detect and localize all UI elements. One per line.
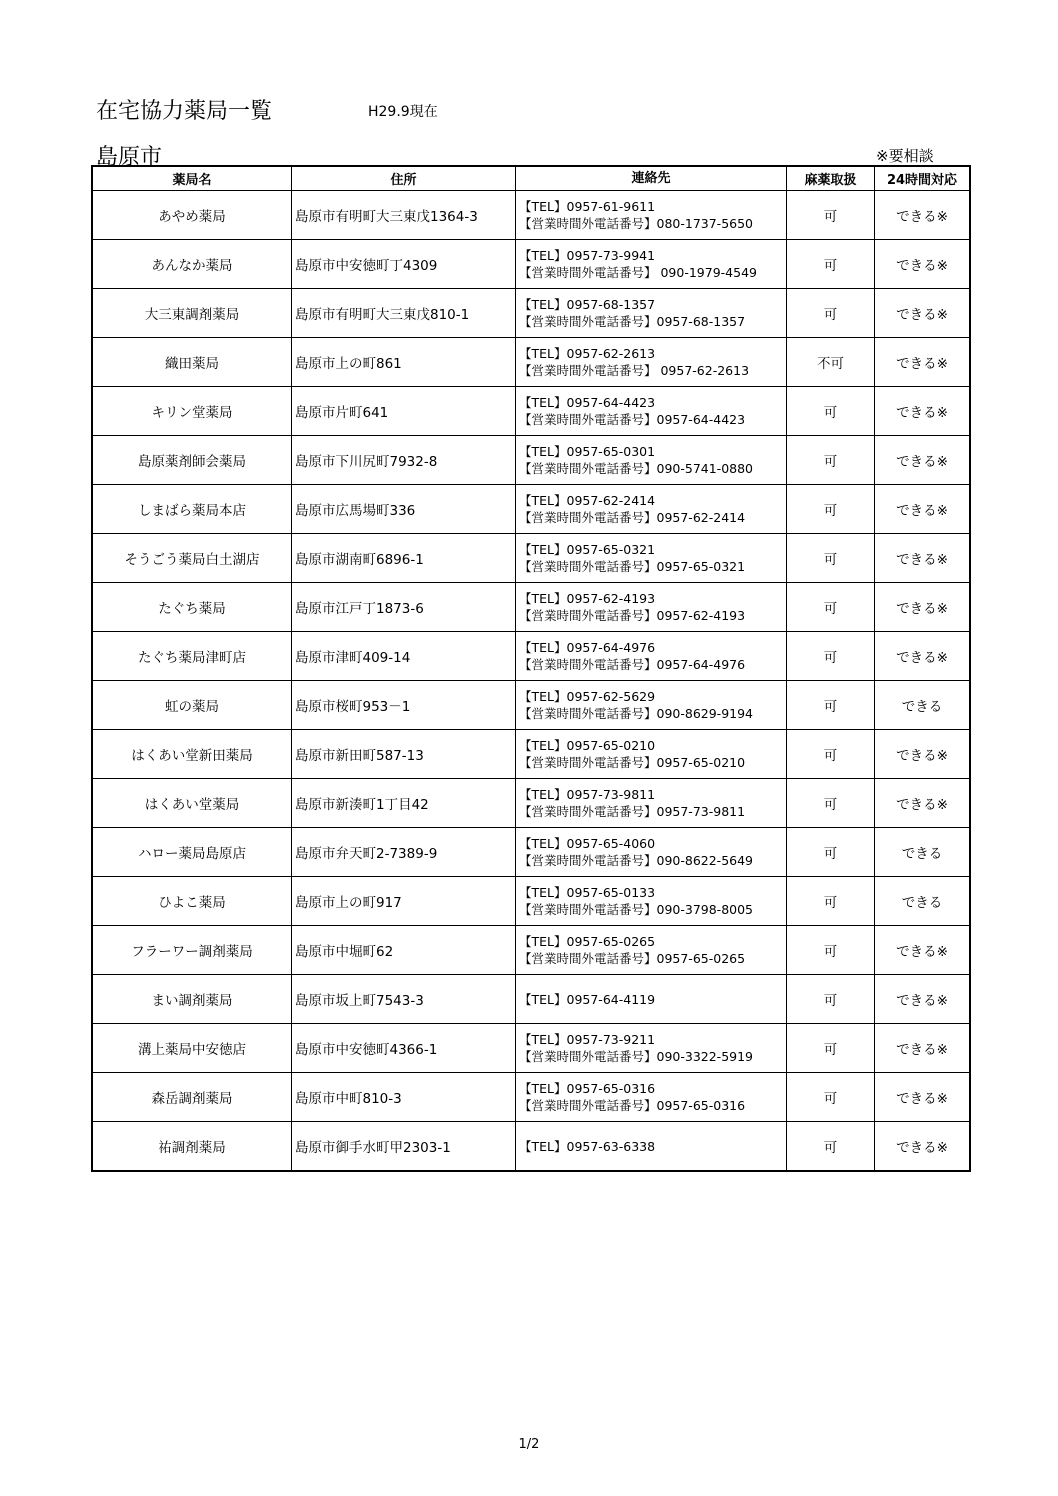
after-hours-number: 【営業時間外電話番号】 090-1979-4549 (519, 265, 757, 280)
pharmacy-name: あやめ薬局 (92, 191, 292, 240)
pharmacy-address: 島原市湖南町6896-1 (292, 534, 516, 583)
tel-number: 【TEL】0957-65-4060 (519, 836, 656, 851)
after-hours-number: 【営業時間外電話番号】0957-65-0265 (519, 951, 746, 966)
page-number: 1/2 (518, 1437, 540, 1452)
table-row (92, 289, 970, 338)
twenty-four-hour-support: できる※ (875, 436, 971, 485)
pharmacy-contact (516, 387, 787, 436)
pharmacy-contact (516, 534, 787, 583)
tel-number: 【TEL】0957-62-2613 (519, 346, 656, 361)
pharmacy-name: キリン堂薬局 (92, 387, 292, 436)
pharmacy-contact (516, 632, 787, 681)
tel-number: 【TEL】0957-61-9611 (519, 199, 656, 214)
pharmacy-address: 島原市中安徳町丁4309 (292, 240, 516, 289)
column-header-24h: 24時間対応 (875, 166, 971, 191)
after-hours-number: 【営業時間外電話番号】0957-65-0316 (519, 1098, 746, 1113)
table-row (92, 436, 970, 485)
table-row (92, 975, 970, 1024)
table-row (92, 534, 970, 583)
after-hours-number: 【営業時間外電話番号】090-8629-9194 (519, 706, 754, 721)
narcotics-handling: 可 (787, 1073, 875, 1122)
pharmacy-address: 島原市有明町大三東戊1364-3 (292, 191, 516, 240)
twenty-four-hour-support: できる※ (875, 779, 971, 828)
table-row (92, 583, 970, 632)
pharmacy-contact (516, 485, 787, 534)
table-row (92, 240, 970, 289)
pharmacy-contact (516, 975, 787, 1024)
after-hours-number: 【営業時間外電話番号】0957-62-2414 (519, 510, 746, 525)
column-header-address: 住所 (292, 166, 516, 191)
pharmacy-address: 島原市坂上町7543-3 (292, 975, 516, 1024)
tel-number: 【TEL】0957-68-1357 (519, 297, 656, 312)
tel-number: 【TEL】0957-65-0316 (519, 1081, 656, 1096)
tel-number: 【TEL】0957-64-4119 (519, 991, 656, 1007)
twenty-four-hour-support: できる※ (875, 1024, 971, 1073)
after-hours-number: 【営業時間外電話番号】090-3798-8005 (519, 902, 754, 917)
table-row (92, 681, 970, 730)
pharmacy-contact (516, 681, 787, 730)
after-hours-number: 【営業時間外電話番号】0957-73-9811 (519, 804, 746, 819)
narcotics-handling: 可 (787, 191, 875, 240)
pharmacy-address: 島原市津町409-14 (292, 632, 516, 681)
narcotics-handling: 可 (787, 534, 875, 583)
twenty-four-hour-support: できる※ (875, 1122, 971, 1172)
page-title: 在宅協力薬局一覧 (96, 99, 273, 124)
table-header-row (92, 166, 970, 191)
pharmacy-contact (516, 436, 787, 485)
table-row (92, 828, 970, 877)
pharmacy-name: 祐調剤薬局 (92, 1122, 292, 1172)
table-row (92, 877, 970, 926)
consultation-note: ※要相談 (876, 147, 934, 165)
narcotics-handling: 可 (787, 779, 875, 828)
pharmacy-name: 虹の薬局 (92, 681, 292, 730)
pharmacy-name: 森岳調剤薬局 (92, 1073, 292, 1122)
pharmacy-address: 島原市桜町953－1 (292, 681, 516, 730)
pharmacy-contact (516, 828, 787, 877)
pharmacy-name: まい調剤薬局 (92, 975, 292, 1024)
after-hours-number: 【営業時間外電話番号】0957-65-0210 (519, 755, 746, 770)
table-row (92, 779, 970, 828)
pharmacy-name: 大三東調剤薬局 (92, 289, 292, 338)
table-row (92, 1122, 970, 1172)
tel-number: 【TEL】0957-73-9211 (519, 1032, 656, 1047)
as-of-date: H29.9現在 (368, 104, 438, 120)
table-row (92, 485, 970, 534)
twenty-four-hour-support: できる※ (875, 338, 971, 387)
pharmacy-contact (516, 338, 787, 387)
twenty-four-hour-support: できる※ (875, 534, 971, 583)
twenty-four-hour-support: できる※ (875, 191, 971, 240)
pharmacy-address: 島原市中安徳町4366-1 (292, 1024, 516, 1073)
twenty-four-hour-support: できる※ (875, 583, 971, 632)
pharmacy-contact (516, 240, 787, 289)
table-row (92, 1073, 970, 1122)
twenty-four-hour-support: できる※ (875, 975, 971, 1024)
narcotics-handling: 可 (787, 681, 875, 730)
narcotics-handling: 可 (787, 632, 875, 681)
twenty-four-hour-support: できる※ (875, 926, 971, 975)
tel-number: 【TEL】0957-62-5629 (519, 689, 656, 704)
twenty-four-hour-support: できる※ (875, 240, 971, 289)
pharmacy-address: 島原市片町641 (292, 387, 516, 436)
table-row (92, 1024, 970, 1073)
after-hours-number: 【営業時間外電話番号】090-8622-5649 (519, 853, 754, 868)
tel-number: 【TEL】0957-65-0321 (519, 542, 656, 557)
column-header-contact: 連絡先 (516, 166, 787, 191)
narcotics-handling: 可 (787, 387, 875, 436)
tel-number: 【TEL】0957-65-0133 (519, 885, 656, 900)
narcotics-handling: 可 (787, 730, 875, 779)
tel-number: 【TEL】0957-64-4423 (519, 395, 656, 410)
after-hours-number: 【営業時間外電話番号】 0957-62-2613 (519, 363, 750, 378)
tel-number: 【TEL】0957-73-9811 (519, 787, 656, 802)
after-hours-number: 【営業時間外電話番号】0957-64-4423 (519, 412, 746, 427)
twenty-four-hour-support: できる (875, 828, 971, 877)
twenty-four-hour-support: できる※ (875, 485, 971, 534)
pharmacy-table (91, 165, 971, 1172)
pharmacy-name: はくあい堂新田薬局 (92, 730, 292, 779)
after-hours-number: 【営業時間外電話番号】0957-64-4976 (519, 657, 746, 672)
twenty-four-hour-support: できる (875, 681, 971, 730)
city-heading: 島原市 (96, 145, 163, 170)
pharmacy-name: 織田薬局 (92, 338, 292, 387)
pharmacy-name: ひよこ薬局 (92, 877, 292, 926)
narcotics-handling: 可 (787, 583, 875, 632)
pharmacy-contact (516, 730, 787, 779)
pharmacy-contact (516, 926, 787, 975)
table-row (92, 730, 970, 779)
table-row (92, 338, 970, 387)
pharmacy-name: はくあい堂薬局 (92, 779, 292, 828)
pharmacy-name: 島原薬剤師会薬局 (92, 436, 292, 485)
twenty-four-hour-support: できる※ (875, 289, 971, 338)
after-hours-number: 【営業時間外電話番号】090-5741-0880 (519, 461, 754, 476)
pharmacy-contact (516, 583, 787, 632)
pharmacy-address: 島原市中堀町62 (292, 926, 516, 975)
twenty-four-hour-support: できる※ (875, 387, 971, 436)
pharmacy-address: 島原市上の町917 (292, 877, 516, 926)
pharmacy-address: 島原市御手水町甲2303-1 (292, 1122, 516, 1172)
pharmacy-address: 島原市新湊町1丁目42 (292, 779, 516, 828)
tel-number: 【TEL】0957-65-0265 (519, 934, 656, 949)
tel-number: 【TEL】0957-65-0210 (519, 738, 656, 753)
table-row (92, 632, 970, 681)
pharmacy-name: そうごう薬局白土湖店 (92, 534, 292, 583)
twenty-four-hour-support: できる※ (875, 1073, 971, 1122)
pharmacy-contact (516, 289, 787, 338)
tel-number: 【TEL】0957-64-4976 (519, 640, 656, 655)
narcotics-handling: 可 (787, 289, 875, 338)
pharmacy-name: たぐち薬局津町店 (92, 632, 292, 681)
pharmacy-contact (516, 1122, 787, 1172)
pharmacy-address: 島原市江戸丁1873-6 (292, 583, 516, 632)
column-header-name: 薬局名 (92, 166, 292, 191)
tel-number: 【TEL】0957-63-6338 (519, 1138, 656, 1154)
after-hours-number: 【営業時間外電話番号】0957-68-1357 (519, 314, 746, 329)
pharmacy-contact (516, 779, 787, 828)
tel-number: 【TEL】0957-62-4193 (519, 591, 656, 606)
tel-number: 【TEL】0957-65-0301 (519, 444, 656, 459)
pharmacy-contact (516, 877, 787, 926)
pharmacy-name: フラーワー調剤薬局 (92, 926, 292, 975)
pharmacy-name: ハロー薬局島原店 (92, 828, 292, 877)
twenty-four-hour-support: できる※ (875, 730, 971, 779)
twenty-four-hour-support: できる (875, 877, 971, 926)
table-row (92, 387, 970, 436)
pharmacy-contact (516, 191, 787, 240)
table-body (92, 191, 970, 1172)
pharmacy-address: 島原市中町810-3 (292, 1073, 516, 1122)
pharmacy-address: 島原市有明町大三東戊810-1 (292, 289, 516, 338)
pharmacy-address: 島原市新田町587-13 (292, 730, 516, 779)
pharmacy-address: 島原市広馬場町336 (292, 485, 516, 534)
twenty-four-hour-support: できる※ (875, 632, 971, 681)
after-hours-number: 【営業時間外電話番号】0957-65-0321 (519, 559, 746, 574)
pharmacy-name: あんなか薬局 (92, 240, 292, 289)
after-hours-number: 【営業時間外電話番号】0957-62-4193 (519, 608, 746, 623)
narcotics-handling: 可 (787, 1024, 875, 1073)
column-header-narcotics: 麻薬取扱 (787, 166, 875, 191)
pharmacy-address: 島原市弁天町2-7389-9 (292, 828, 516, 877)
tel-number: 【TEL】0957-73-9941 (519, 248, 656, 263)
pharmacy-address: 島原市上の町861 (292, 338, 516, 387)
table-row (92, 926, 970, 975)
pharmacy-contact (516, 1073, 787, 1122)
narcotics-handling: 可 (787, 877, 875, 926)
pharmacy-address: 島原市下川尻町7932-8 (292, 436, 516, 485)
after-hours-number: 【営業時間外電話番号】090-3322-5919 (519, 1049, 754, 1064)
narcotics-handling: 可 (787, 926, 875, 975)
narcotics-handling: 可 (787, 1122, 875, 1172)
narcotics-handling: 可 (787, 485, 875, 534)
pharmacy-name: 溝上薬局中安徳店 (92, 1024, 292, 1073)
narcotics-handling: 可 (787, 240, 875, 289)
after-hours-number: 【営業時間外電話番号】080-1737-5650 (519, 216, 754, 231)
tel-number: 【TEL】0957-62-2414 (519, 493, 656, 508)
narcotics-handling: 可 (787, 436, 875, 485)
pharmacy-contact (516, 1024, 787, 1073)
table-row (92, 191, 970, 240)
pharmacy-name: たぐち薬局 (92, 583, 292, 632)
narcotics-handling: 不可 (787, 338, 875, 387)
narcotics-handling: 可 (787, 975, 875, 1024)
pharmacy-name: しまばら薬局本店 (92, 485, 292, 534)
narcotics-handling: 可 (787, 828, 875, 877)
